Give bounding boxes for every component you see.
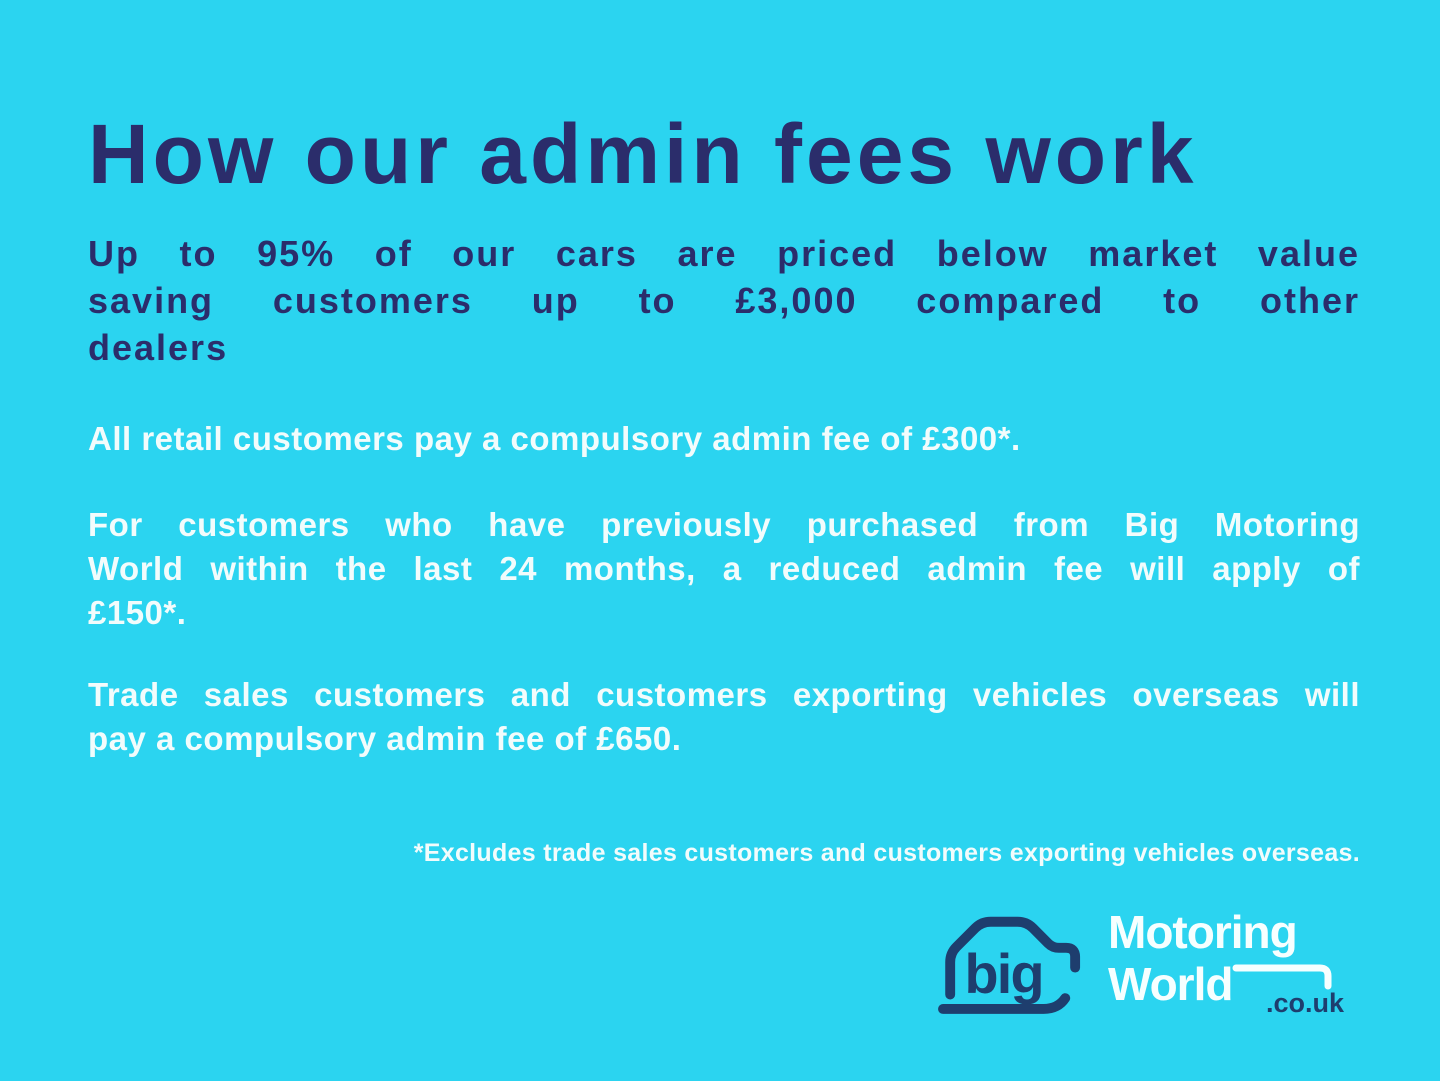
paragraph-line: All retail customers pay a compulsory admin fee of £300*. [88, 420, 1021, 457]
paragraph-line: £150*. [88, 594, 187, 631]
big-motoring-world-logo [88, 908, 1360, 1020]
paragraph-line: For customers who have previously purchased from Big Motoring [88, 506, 1360, 543]
wordmark-motoring-text: Motoring [1108, 908, 1297, 958]
subheading-line: dealers [88, 327, 229, 368]
big-car-logo-icon [934, 908, 1094, 1020]
wordmark-couk-text: .co.uk [1266, 988, 1345, 1018]
subheading [88, 230, 1360, 371]
paragraph-line: pay a compulsory admin fee of £650. [88, 720, 682, 757]
motoring-world-wordmark [1108, 908, 1360, 1020]
subheading-line: Up to 95% of our cars are priced below market value [88, 233, 1360, 274]
footnote: *Excludes trade sales customers and customers exporting vehicles overseas. [413, 839, 1360, 867]
wordmark-connector-line [1236, 968, 1328, 986]
page-title: How our admin fees work [88, 107, 1198, 201]
paragraph-trade-export-fee [88, 673, 1360, 761]
paragraph-line: Trade sales customers and customers exporting vehicles overseas will [88, 676, 1360, 713]
logo-big-text: big [964, 942, 1043, 1005]
paragraph-line: World within the last 24 months, a reduced admin fee will apply of [88, 550, 1360, 587]
paragraph-retail-admin-fee [88, 417, 1360, 461]
subheading-line: saving customers up to £3,000 compared to other [88, 280, 1360, 321]
wordmark-world-text: World [1108, 958, 1233, 1010]
paragraph-returning-customer-fee [88, 503, 1360, 635]
